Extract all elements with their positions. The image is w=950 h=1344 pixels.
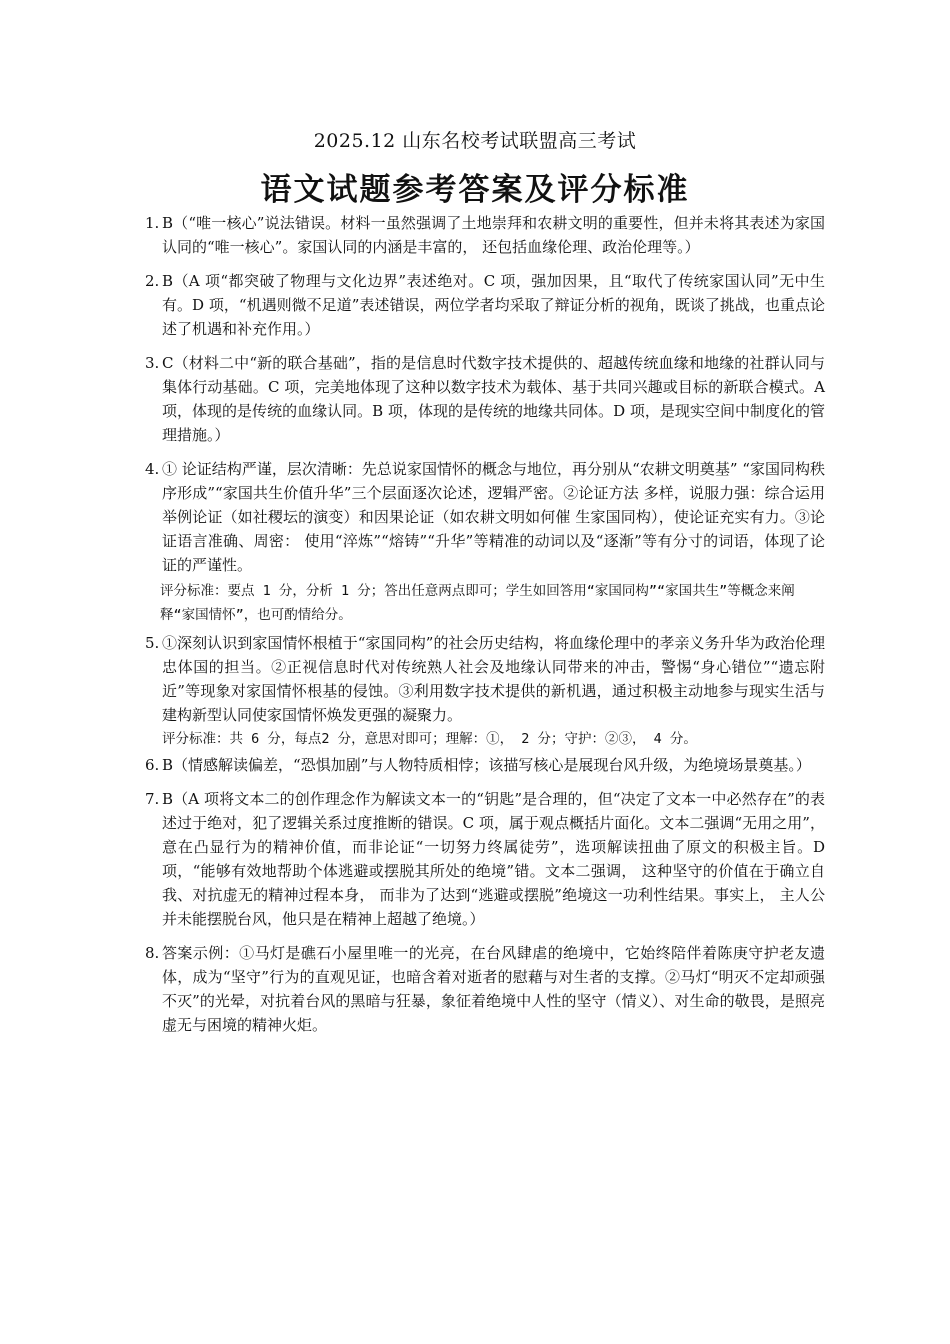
answer-text: B（情感解读偏差，“恐惧加剧”与人物特质相悖；该描写核心是展现台风升级，为绝境场景奠基。） <box>162 756 811 774</box>
answer-item-3 <box>145 351 825 447</box>
answer-number: 2. <box>145 272 160 290</box>
answer-text: 答案示例：①马灯是礁石小屋里唯一的光亮，在台风肆虐的绝境中，它始终陪伴着陈庚守护老友遗体，成为“坚守”行为的直观见证，也暗含着对逝者的慰藉与对生者的支撑。②马灯“明灭不定却顽强不灭”的光晕，对抗着台风的黑暗与狂暴，象征着绝境中人性的坚守（情义）、对生命的敬畏，是照亮虚无与困境的精神火炬。 <box>162 944 825 1034</box>
answer-number: 4. <box>145 460 160 478</box>
answer-text: B（A 项将文本二的创作理念作为解读文本一的“钥匙”是合理的，但“决定了文本一中必然存在”的表述过于绝对，犯了逻辑关系过度推断的错误。C 项，属于观点概括片面化。文本二强调“无用之用”，意在凸显行为的精神价值，而非论证“一切努力终属徒劳”，选项解读扭曲了原文的积极主旨。D 项，“能够有效地帮助个体逃避或摆脱其所处的绝境”错。文本二强调， 这种坚守的价值在于确立自我、对抗虚无的精神过程本身， 而非为了达到“逃避或摆脱”绝境这一功利性结果。事实上， 主人公并未能摆脱台风，他只是在精神上超越了绝境。） <box>162 790 825 928</box>
answer-item-4 <box>145 457 825 577</box>
document-title: 语文试题参考答案及评分标准 <box>260 172 690 208</box>
answer-item-6 <box>145 753 825 777</box>
answer-text: ①深刻认识到家国情怀根植于“家国同构”的社会历史结构，将血缘伦理中的孝亲义务升华为政治伦理忠体国的担当。②正视信息时代对传统熟人社会及地缘认同带来的冲击，警惕“身心错位”“遗忘附近”等现象对家国情怀根基的侵蚀。③利用数字技术提供的新机遇，通过积极主动地参与现实生活与建构新型认同使家国情怀焕发更强的凝聚力。 <box>162 634 825 724</box>
answer-number: 8. <box>145 944 160 962</box>
exam-subtitle: 2025.12 山东名校考试联盟高三考试 <box>313 130 637 152</box>
answer-number: 7. <box>145 790 160 808</box>
answer-number: 5. <box>145 634 160 652</box>
scoring-criteria-q5: 评分标准：共 6 分，每点2 分，意思对即可；理解：①， 2 分；守护：②③， 4 分。 <box>162 731 697 747</box>
answer-item-7 <box>145 787 825 931</box>
answer-text: ① 论证结构严谨，层次清晰：先总说家国情怀的概念与地位，再分别从“农耕文明奠基” “家国同构秩序形成”“家国共生价值升华”三个层面逐次论述，逻辑严密。②论证方法 多样，说服力强：综合运用举例论证（如社稷坛的演变）和因果论证（如农耕文明如何催 生家国同构），使论证充实有力。③论证语言准确、周密： 使用“淬炼”“熔铸”“升华”等精准的动词以及“逐渐”等有分寸的词语，体现了论证的严谨性。 <box>162 460 825 574</box>
answer-text: B（“唯一核心”说法错误。材料一虽然强调了土地崇拜和农耕文明的重要性，但并未将其表述为家国认同的“唯一核心”。家国认同的内涵是丰富的， 还包括血缘伦理、政治伦理等。） <box>162 214 825 256</box>
answer-item-8 <box>145 941 825 1037</box>
answer-item-1 <box>145 211 825 259</box>
answer-item-5 <box>145 631 825 751</box>
answer-item-2 <box>145 269 825 341</box>
scoring-criteria-q4: 评分标准：要点 1 分，分析 1 分；答出任意两点即可；学生如回答用“家国同构”“家国共生”等概念来阐释“家国情怀”，也可酌情给分。 <box>160 583 795 623</box>
answer-list <box>145 211 825 1047</box>
answer-text: B（A 项“都突破了物理与文化边界”表述绝对。C 项，强加因果，且“取代了传统家国认同”无中生有。D 项，“机遇则微不足道”表述错误，两位学者均采取了辩证分析的视角，既谈了挑战，也重点论述了机遇和补充作用。） <box>162 272 825 338</box>
answer-number: 1. <box>145 214 160 232</box>
answer-text: C（材料二中“新的联合基础”，指的是信息时代数字技术提供的、超越传统血缘和地缘的社群认同与集体行动基础。C 项，完美地体现了这种以数字技术为载体、基于共同兴趣或目标的新联合模式。A 项，体现的是传统的血缘认同。B 项，体现的是传统的地缘共同体。D 项，是现实空间中制度化的管理措施。） <box>162 354 825 444</box>
answer-number: 3. <box>145 354 160 372</box>
answer-number: 6. <box>145 756 160 774</box>
